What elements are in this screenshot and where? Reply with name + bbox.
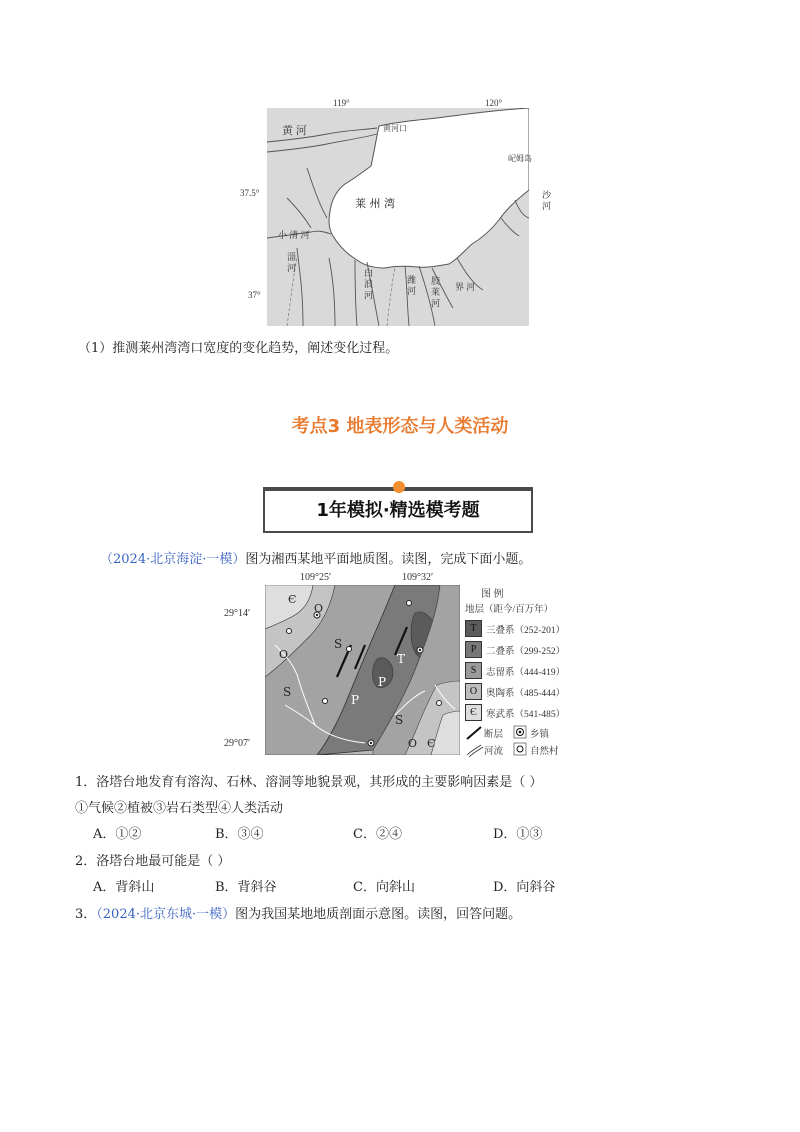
label-yellow-river: 黄 河	[282, 125, 307, 137]
latitude-label-37-5: 37.5°	[240, 188, 260, 198]
q2-option-c[interactable]: C．向斜山	[353, 880, 415, 895]
laizhou-bay-map	[267, 108, 529, 326]
legend	[465, 618, 565, 723]
legend-row	[465, 618, 565, 639]
region-label: S	[395, 713, 404, 727]
label-laizhou-bay: 莱 州 湾	[355, 197, 395, 210]
banner	[263, 487, 533, 533]
question-1-sub: ①气候②植被③岩石类型④人类活动	[75, 801, 284, 816]
village-icon	[517, 746, 523, 752]
label-sha-river: 沙 河	[541, 190, 551, 211]
region-label: O	[314, 602, 324, 615]
label-mi-river: 潍 河	[406, 275, 416, 296]
banner-dot-icon	[393, 481, 405, 493]
question-2-stem: 2．洛塔台地最可能是（ ）	[75, 854, 231, 869]
q1-option-a[interactable]: A．①②	[93, 827, 142, 842]
river-icon	[467, 745, 483, 757]
legend-swatch: S	[465, 662, 482, 679]
legend-label: 奥陶系（485-444）	[485, 688, 566, 699]
region-label: P	[378, 675, 387, 689]
q2-option-a[interactable]: A．背斜山	[93, 880, 155, 895]
legend-label: 三叠系（252-201）	[485, 625, 566, 636]
longitude-label-120: 120°	[485, 98, 503, 108]
legend-river-label: 河流	[484, 747, 504, 757]
region-label: S	[334, 637, 343, 651]
question-3-source: （2024·北京东城·一模）	[96, 907, 236, 922]
question-1-stem: 1．洛塔台地发育有溶沟、石林、溶洞等地貌景观，其形成的主要影响因素是（ ）	[75, 775, 543, 790]
region-label: Є	[288, 593, 297, 606]
intro-text: 图为湘西某地平面地质图。读图，完成下面小题。	[245, 552, 532, 567]
label-yellow-river-mouth: 黄河口	[383, 124, 407, 133]
region-label: O	[279, 648, 289, 661]
banner-title: 1年模拟·精选模考题	[316, 500, 480, 521]
section-heading: 考点3 地表形态与人类活动	[291, 416, 509, 437]
q1-option-c[interactable]: C．②④	[353, 827, 402, 842]
legend-village-label: 自然村	[530, 747, 559, 757]
question-3-text: 图为我国某地地质剖面示意图。读图，回答问题。	[235, 907, 522, 922]
legend-row	[465, 660, 565, 681]
legend-label: 二叠系（299-252）	[485, 646, 566, 657]
latitude-label-29-07: 29°07′	[224, 738, 251, 749]
label-zi-river: 淄 河	[286, 252, 296, 273]
q2-option-d[interactable]: D．向斜谷	[493, 880, 556, 895]
latitude-label-29-14: 29°14′	[224, 608, 251, 619]
region-label: P	[351, 693, 360, 707]
legend-row	[465, 702, 565, 723]
legend-label: 志留系（444-419）	[485, 667, 566, 678]
region-label: S	[283, 685, 292, 699]
intro-source: （2024·北京海淀·一模）	[100, 552, 246, 567]
q1-option-b[interactable]: B．③④	[215, 827, 264, 842]
longitude-label-119: 119°	[333, 98, 350, 108]
question-3-number: 3．	[75, 907, 97, 922]
label-jiaolai-river: 胶 莱 河	[430, 276, 440, 308]
q2-option-b[interactable]: B．背斜谷	[215, 880, 277, 895]
region-label: O	[408, 737, 418, 750]
label-jimu-island: 屺姆岛	[508, 154, 532, 163]
legend-row	[465, 639, 565, 660]
legend-swatch: P	[465, 641, 482, 658]
label-xiaoqing-river: 小 清 河	[278, 230, 310, 240]
longitude-label-109-32: 109°32′	[402, 572, 434, 583]
question-3	[75, 903, 521, 922]
longitude-label-109-25: 109°25′	[300, 572, 332, 583]
legend-swatch: T	[465, 620, 482, 637]
question-1-prompt: （1）推测莱州湾湾口宽度的变化趋势，阐述变化过程。	[78, 341, 399, 356]
legend-subtitle: 地层（距今/百万年）	[465, 605, 554, 615]
geological-map	[265, 585, 460, 755]
label-bailang-river: 白 浪 河	[363, 268, 373, 300]
fault-icon	[467, 727, 481, 739]
legend-title: 图 例	[481, 589, 504, 600]
legend-fault-label: 断层	[484, 730, 504, 740]
legend-swatch: O	[465, 683, 482, 700]
label-jie-river: 界 河	[455, 282, 476, 292]
legend-town-label: 乡镇	[530, 730, 550, 740]
intro-paragraph	[100, 548, 531, 567]
legend-swatch: Є	[465, 704, 482, 721]
q1-option-d[interactable]: D．①③	[493, 827, 543, 842]
legend-label: 寒武系（541-485）	[485, 709, 566, 720]
legend-row	[465, 681, 565, 702]
latitude-label-37: 37°	[248, 290, 261, 300]
region-label: Є	[427, 737, 436, 750]
region-label: T	[397, 652, 406, 666]
